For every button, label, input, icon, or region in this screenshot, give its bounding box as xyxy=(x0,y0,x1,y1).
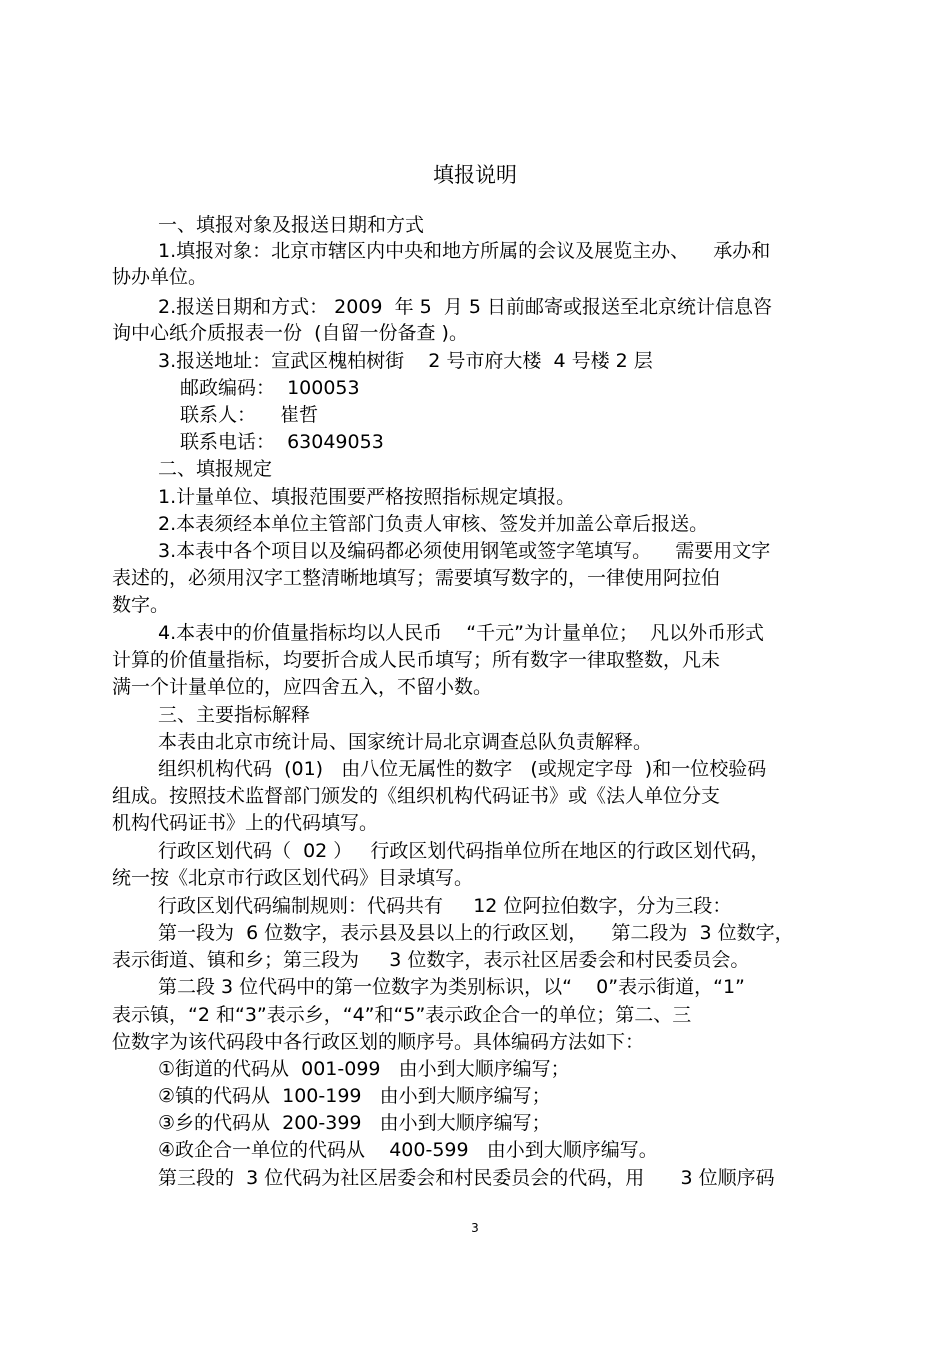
text-line: 统一按《北京市行政区划代码》目录填写。 xyxy=(112,867,474,889)
text-line: 第一段为 6 位数字，表示县及县以上的行政区划， 第二段为 3 位数字， xyxy=(158,922,794,944)
text-line: 询中心纸介质报表一份 (自留一份备查 )。 xyxy=(112,322,468,344)
text-line: 联系电话： 63049053 xyxy=(180,431,384,453)
text-line: 协办单位。 xyxy=(112,266,208,288)
text-line: 3.本表中各个项目以及编码都必须使用钢笔或签字笔填写。 需要用文字 xyxy=(158,540,771,562)
text-line: 2.报送日期和方式： 2009 年 5 月 5 日前邮寄或报送至北京统计信息咨 xyxy=(158,296,772,318)
text-line: 满一个计量单位的，应四舍五入，不留小数。 xyxy=(112,676,493,698)
text-line: 组织机构代码 (01) 由八位无属性的数字 (或规定字母 )和一位校验码 xyxy=(158,758,767,780)
text-line: 行政区划代码（ 02 ） 行政区划代码指单位所在地区的行政区划代码， xyxy=(158,840,770,862)
text-line: 机构代码证书》上的代码填写。 xyxy=(112,812,379,834)
text-line: 3.报送地址：宣武区槐柏树街 2 号市府大楼 4 号楼 2 层 xyxy=(158,350,653,372)
text-line: 一、填报对象及报送日期和方式 xyxy=(158,214,425,236)
text-line: 第三段的 3 位代码为社区居委会和村民委员会的代码，用 3 位顺序码 xyxy=(158,1167,775,1189)
text-line: 三、主要指标解释 xyxy=(158,704,311,726)
text-line: 本表由北京市统计局、国家统计局北京调查总队负责解释。 xyxy=(158,731,653,753)
text-line: 数字。 xyxy=(112,594,170,616)
text-line: 位数字为该代码段中各行政区划的顺序号。具体编码方法如下： xyxy=(112,1031,645,1053)
text-line: 表述的，必须用汉字工整清晰地填写；需要填写数字的，一律使用阿拉伯 xyxy=(112,567,721,589)
text-line: 表示镇，“2 和“3”表示乡，“4”和“5”表示政企合一的单位；第二、三 xyxy=(112,1004,692,1026)
text-line: ①街道的代码从 001-099 由小到大顺序编写； xyxy=(158,1058,570,1080)
text-line: ②镇的代码从 100-199 由小到大顺序编写； xyxy=(158,1085,551,1107)
text-line: 联系人： 崔哲 xyxy=(180,404,319,426)
text-line: 1.填报对象：北京市辖区内中央和地方所属的会议及展览主办、 承办和 xyxy=(158,240,771,262)
text-line: 邮政编码： 100053 xyxy=(180,377,360,399)
page-title: 填报说明 xyxy=(433,163,517,187)
text-line: 组成。按照技术监督部门颁发的《组织机构代码证书》或《法人单位分支 xyxy=(112,785,721,807)
text-line: 第二段 3 位代码中的第一位数字为类别标识，以“ 0”表示街道，“1” xyxy=(158,976,745,998)
text-line: ④政企合一单位的代码从 400-599 由小到大顺序编写。 xyxy=(158,1139,658,1161)
page-number: 3 xyxy=(471,1221,479,1235)
text-line: 计算的价值量指标，均要折合成人民币填写；所有数字一律取整数，凡未 xyxy=(112,649,721,671)
text-line: 2.本表须经本单位主管部门负责人审核、签发并加盖公章后报送。 xyxy=(158,513,709,535)
text-line: ③乡的代码从 200-399 由小到大顺序编写； xyxy=(158,1112,551,1134)
text-line: 4.本表中的价值量指标均以人民币 “千元”为计量单位； 凡以外币形式 xyxy=(158,622,765,644)
text-line: 表示街道、镇和乡；第三段为 3 位数字，表示社区居委会和村民委员会。 xyxy=(112,949,750,971)
text-line: 二、填报规定 xyxy=(158,458,273,480)
text-line: 1.计量单位、填报范围要严格按照指标规定填报。 xyxy=(158,486,576,508)
text-line: 行政区划代码编制规则：代码共有 12 位阿拉伯数字，分为三段： xyxy=(158,895,732,917)
